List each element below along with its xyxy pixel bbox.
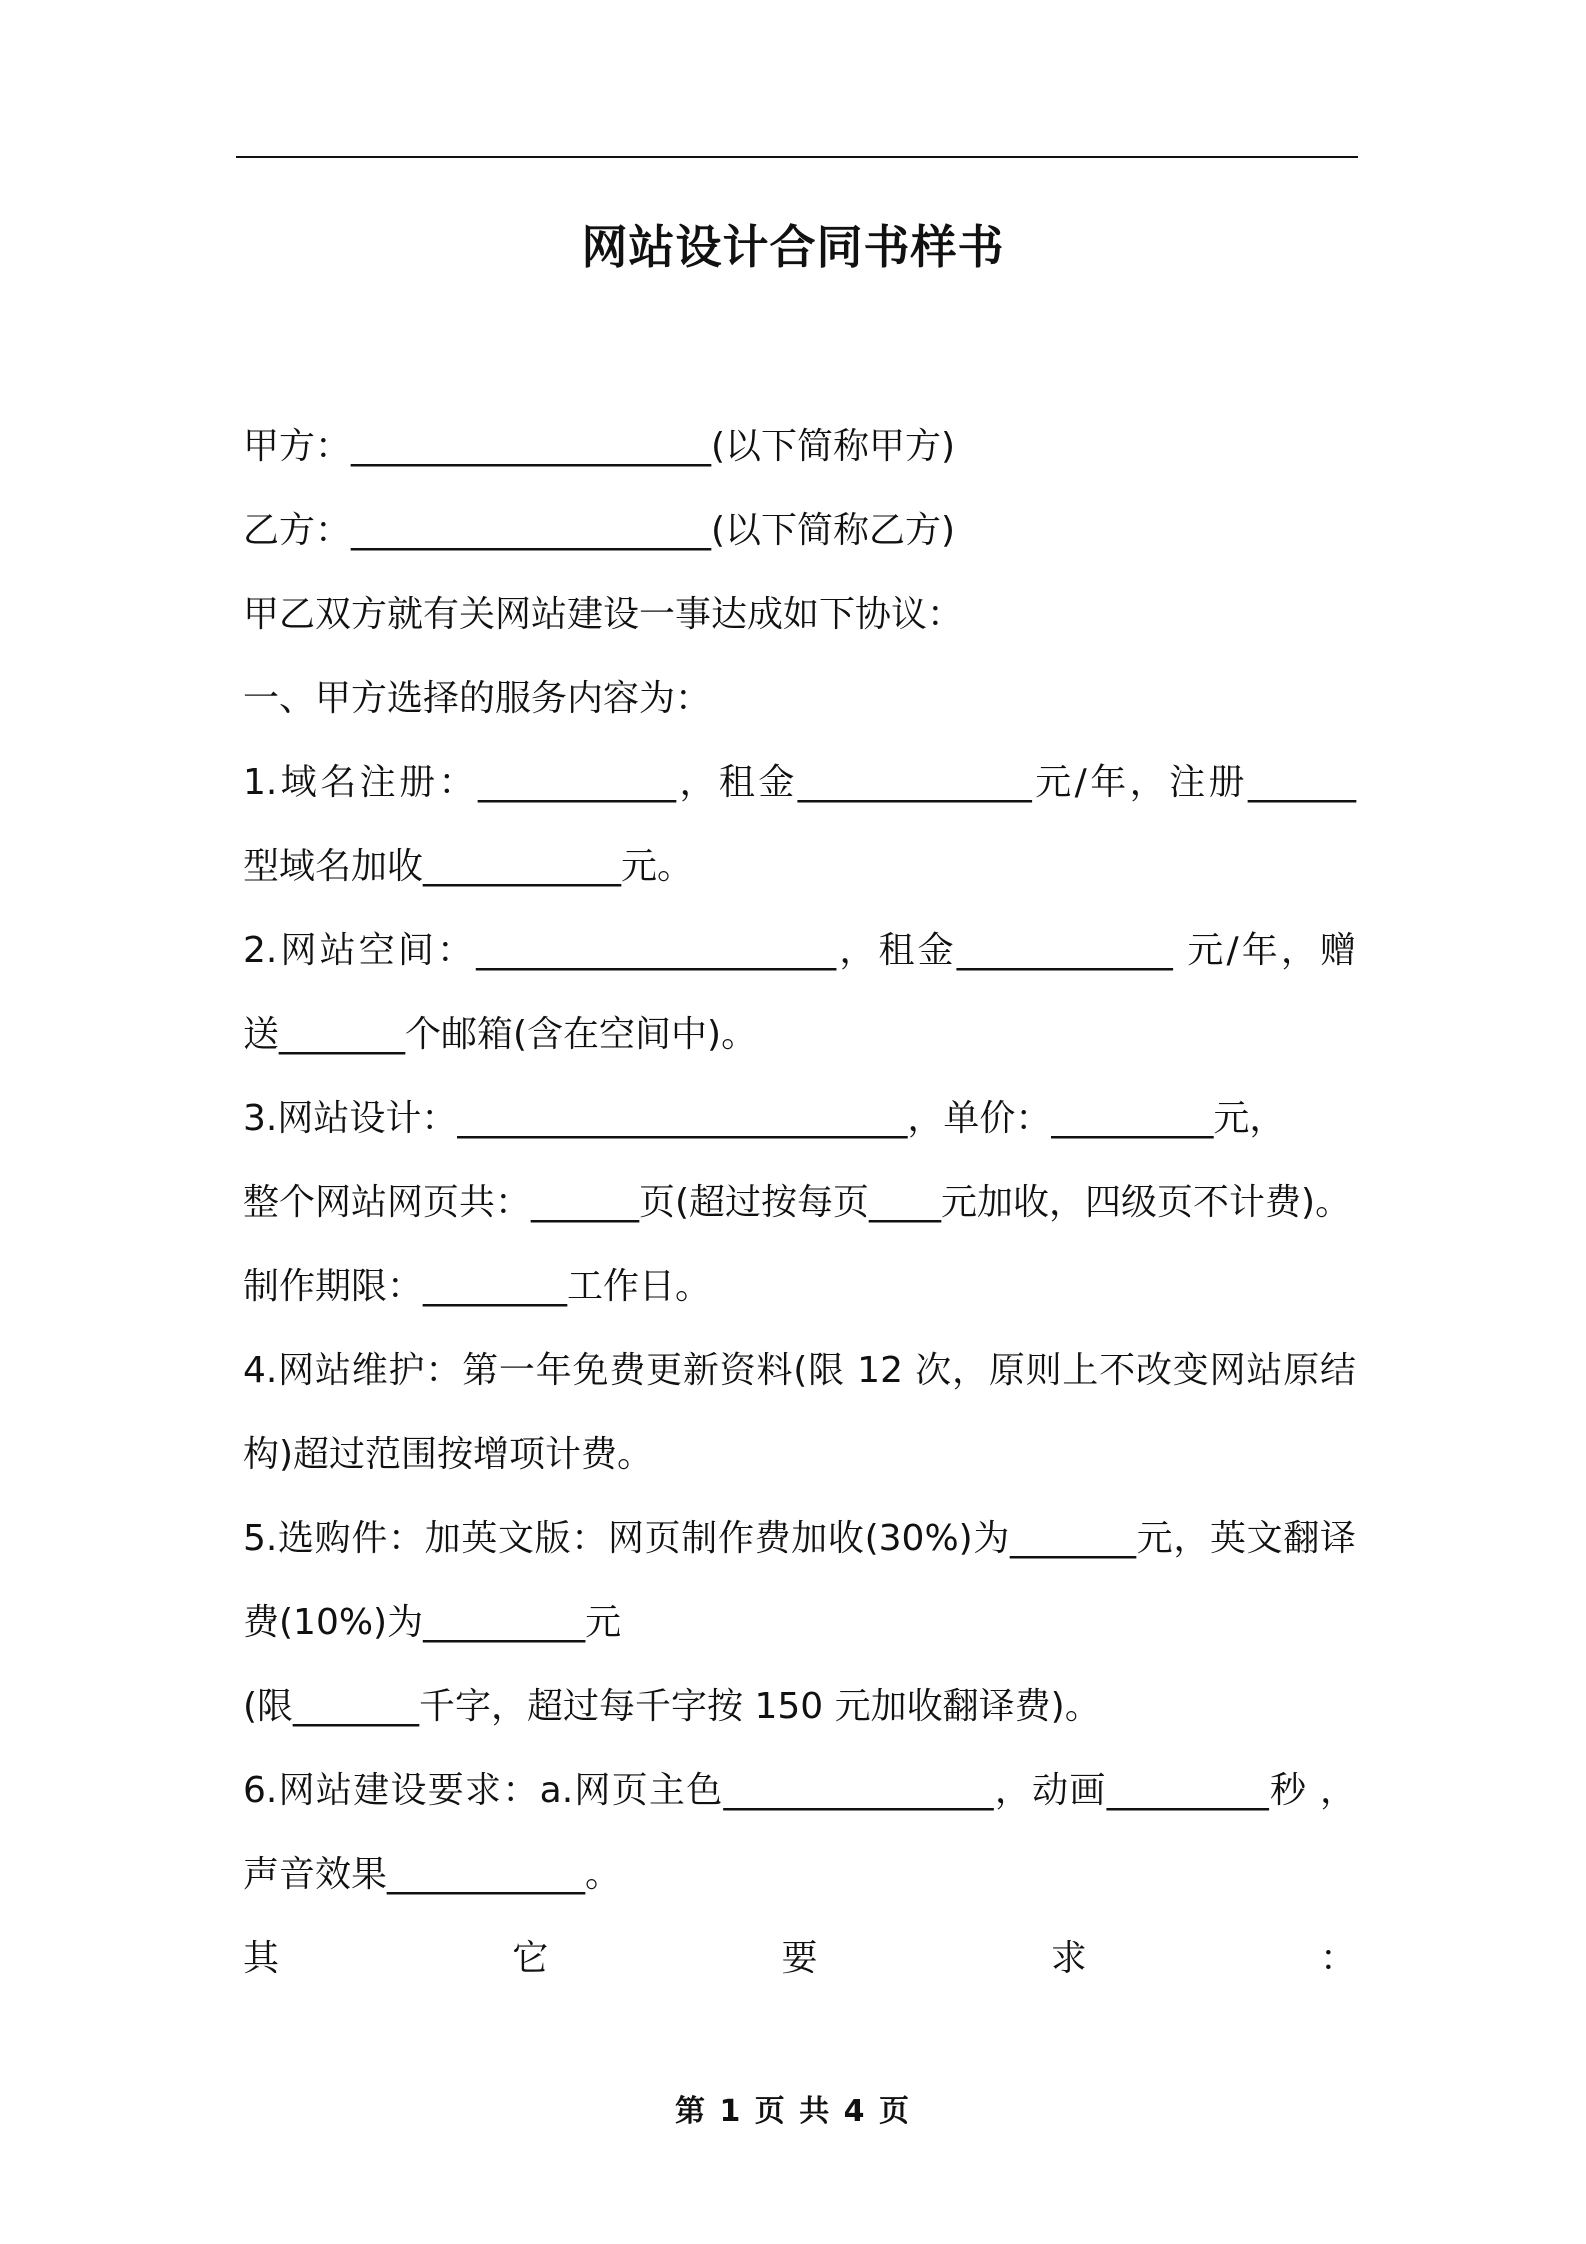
agreement-intro: 甲乙双方就有关网站建设一事达成如下协议： — [243, 594, 964, 635]
header-rule — [236, 156, 1358, 158]
clause-2-hosting: 2.网站空间：____________________，租金____________ 元/年，赠 — [243, 930, 1356, 971]
other-requirements-char: 要 — [781, 1938, 818, 1979]
party-a-line: 甲方：____________________(以下简称甲方) — [243, 426, 956, 467]
clause-6-sound: 声音效果___________。 — [243, 1854, 622, 1895]
section-heading-services: 一、甲方选择的服务内容为： — [243, 678, 712, 719]
clause-3-deadline: 制作期限：________工作日。 — [243, 1266, 712, 1307]
clause-2-hosting-cont: 送_______个邮箱(含在空间中)。 — [243, 1014, 758, 1055]
clause-4-maintenance: 4.网站维护：第一年免费更新资料(限 12 次，原则上不改变网站原结 — [243, 1350, 1356, 1391]
clause-5-translation-fee: 费(10%)为_________元 — [243, 1602, 622, 1643]
clause-5-options: 5.选购件：加英文版：网页制作费加收(30%)为_______元，英文翻译 — [243, 1518, 1356, 1559]
other-requirements-line — [243, 1917, 1356, 2001]
clause-1-domain-cont: 型域名加收___________元。 — [243, 846, 694, 887]
document-title: 网站设计合同书样书 — [581, 220, 1005, 274]
clause-1-domain: 1.域名注册：___________，租金_____________元/年，注册______ — [243, 762, 1356, 803]
party-b-line: 乙方：____________________(以下简称乙方) — [243, 510, 956, 551]
other-requirements-char: 求 — [1050, 1938, 1087, 1979]
document-body — [243, 405, 1356, 2001]
clause-3-design: 3.网站设计：_________________________，单价：_________元， — [243, 1098, 1286, 1139]
other-requirements-char: ： — [1319, 1938, 1356, 1979]
other-requirements-char: 其 — [243, 1938, 280, 1979]
clause-5-translation-limit: (限_______千字，超过每千字按 150 元加收翻译费)。 — [243, 1686, 1101, 1727]
page-indicator: 第 1 页 共 4 页 — [675, 2094, 911, 2129]
clause-6-requirements: 6.网站建设要求：a.网页主色_______________，动画_________秒 ， — [243, 1770, 1356, 1811]
clause-3-pages: 整个网站网页共：______页(超过按每页____元加收，四级页不计费)。 — [243, 1182, 1352, 1223]
other-requirements-char: 它 — [512, 1938, 549, 1979]
clause-4-maintenance-cont: 构)超过范围按增项计费。 — [243, 1434, 654, 1475]
